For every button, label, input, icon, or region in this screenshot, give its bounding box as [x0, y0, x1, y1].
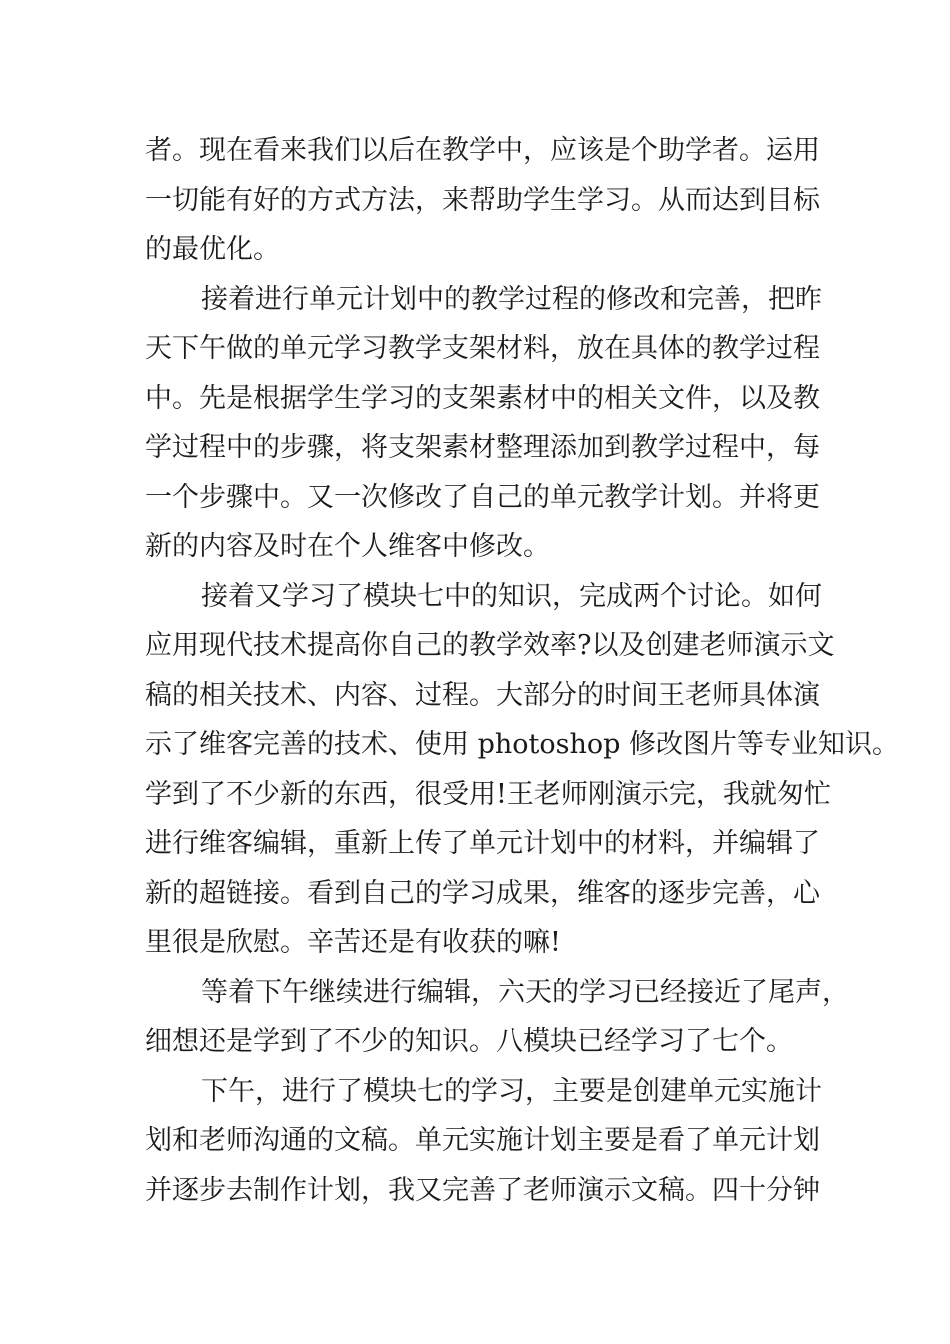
- document-body: [145, 126, 899, 1215]
- text-line: 学到了不少新的东西，很受用!王老师刚演示完，我就匆忙: [145, 778, 831, 810]
- text-line: 进行维客编辑，重新上传了单元计划中的材料，并编辑了: [145, 828, 820, 859]
- text-line: 示了维客完善的技术、使用 photoshop 修改图片等专业知识。: [145, 729, 899, 760]
- text-line: 新的超链接。看到自己的学习成果，维客的逐步完善，心: [145, 877, 820, 909]
- text-line: 细想还是学到了不少的知识。八模块已经学习了七个。: [145, 1026, 793, 1057]
- text-line: 稿的相关技术、内容、过程。大部分的时间王老师具体演: [145, 679, 820, 711]
- text-line: 并逐步去制作计划，我又完善了老师演示文稿。四十分钟: [145, 1174, 820, 1206]
- text-line: 中。先是根据学生学习的支架素材中的相关文件，以及教: [145, 382, 820, 414]
- text-line: 一个步骤中。又一次修改了自己的单元教学计划。并将更: [145, 481, 820, 513]
- text-line: 等着下午继续进行编辑，六天的学习已经接近了尾声，: [201, 976, 849, 1008]
- text-line: 的最优化。: [145, 234, 280, 265]
- text-line: 下午，进行了模块七的学习，主要是创建单元实施计: [201, 1075, 822, 1107]
- text-line: 者。现在看来我们以后在教学中，应该是个助学者。运用: [145, 135, 820, 166]
- text-line: 接着又学习了模块七中的知识，完成两个讨论。如何: [201, 580, 822, 612]
- text-line: 里很是欣慰。辛苦还是有收获的嘛!: [145, 927, 561, 958]
- text-line: 应用现代技术提高你自己的教学效率?以及创建老师演示文: [145, 630, 835, 661]
- text-line: 学过程中的步骤，将支架素材整理添加到教学过程中，每: [145, 432, 820, 463]
- text-line: 一切能有好的方式方法，来帮助学生学习。从而达到目标: [145, 184, 820, 216]
- text-line: 新的内容及时在个人维客中修改。: [145, 531, 550, 562]
- text-line: 接着进行单元计划中的教学过程的修改和完善，把昨: [201, 283, 822, 315]
- text-line: 划和老师沟通的文稿。单元实施计划主要是看了单元计划: [145, 1125, 820, 1156]
- text-line: 天下午做的单元学习教学支架材料，放在具体的教学过程: [145, 333, 820, 364]
